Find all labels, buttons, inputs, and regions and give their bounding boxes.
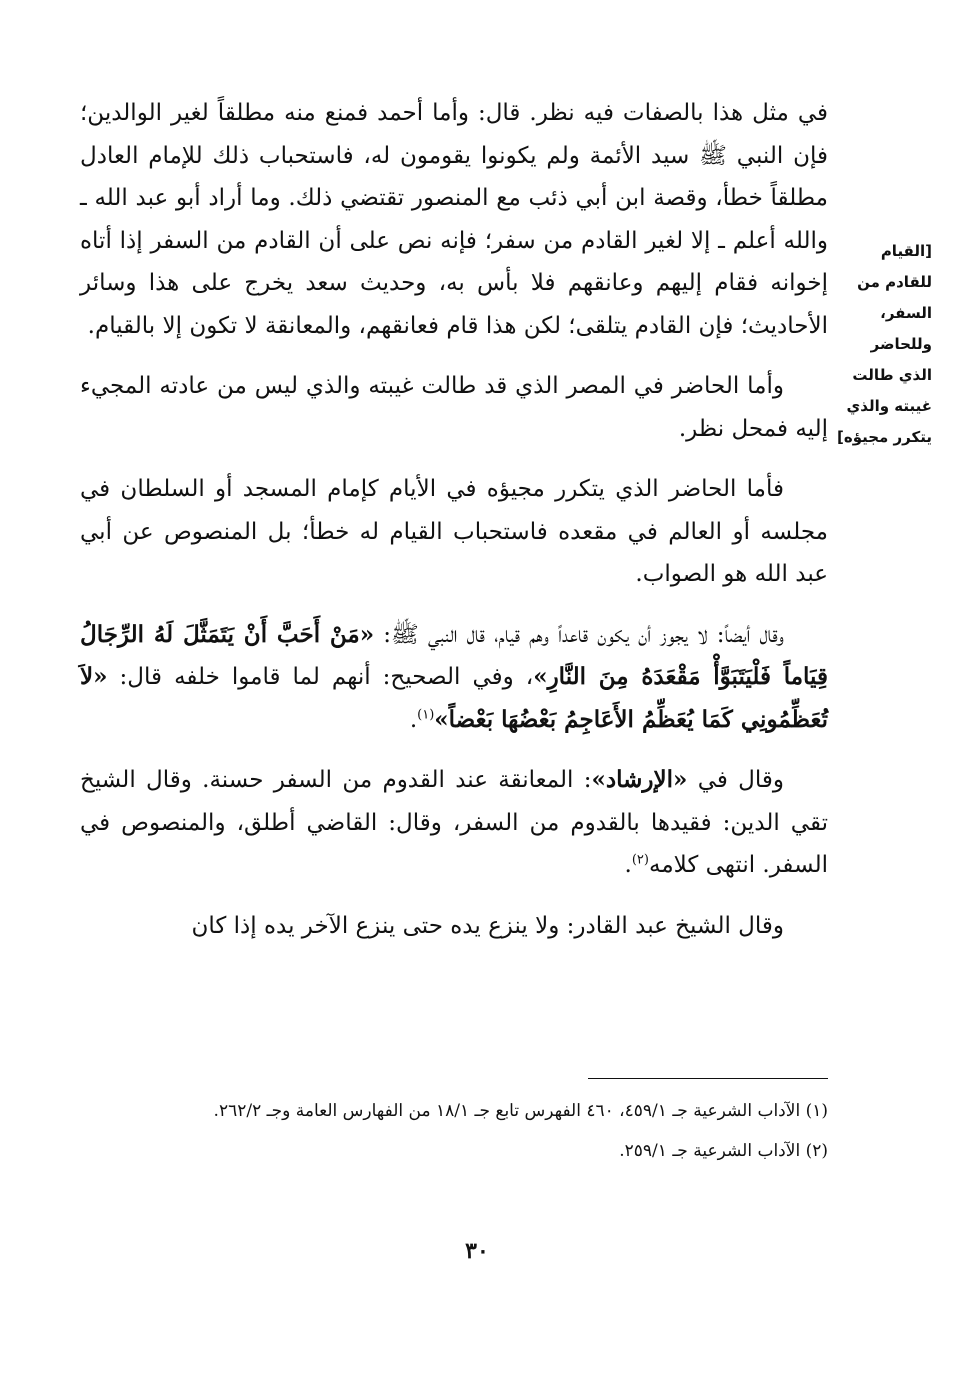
footnote-2: (٢) الآداب الشرعية جـ ٢٥٩/١. bbox=[619, 1141, 828, 1161]
paragraph-5 bbox=[80, 759, 828, 887]
main-text bbox=[80, 92, 828, 965]
paragraph-4-text-b: ، وفي الصحيح: أنهم لما قاموا خلفه قال: bbox=[107, 664, 534, 690]
paragraph-4-text-a: وقال أيضاً: لا يجوز أن يكون قاعداً وهم قيام، قال النبي ﷺ: bbox=[374, 621, 784, 648]
footnotes bbox=[80, 1096, 828, 1176]
paragraph-4-end: . bbox=[409, 706, 418, 733]
paragraph-5-end: . bbox=[624, 852, 632, 878]
paragraph-5-text-b: : المعانقة عند القدوم من السفر حسنة. وقال الشيخ تقي الدين: فقيدها بالقدوم من السفر، وقال: القاضي أطلق، والمنصوص في السفر. انتهى كلامه bbox=[80, 767, 828, 878]
book-title-irshad: «الإرشاد» bbox=[591, 766, 688, 793]
paragraph-1: في مثل هذا بالصفات فيه نظر. قال: وأما أحمد فمنع منه مطلقاً لغير الوالدين؛ فإن النبي ﷺ سيد الأئمة ولم يكونوا يقومون له، فاستحباب ذلك للإمام العادل مطلقاً خطأ، وقصة ابن أبي ذئب مع المنصور تقتضي ذلك. وما أراد أبو عبد الله ـ والله أعلم ـ إلا لغير القادم من سفر؛ فإنه نص على أن القادم من السفر إذا أتاه إخوانه فقام إليهم وعانقهم فلا بأس به، وحديث سعد يخرج على هذا وسائر الأحاديث؛ فإن القادم يتلقى؛ لكن هذا قام فعانقهم، والمعانقة لا تكون إلا بالقيام. bbox=[80, 100, 828, 339]
paragraph-6: وقال الشيخ عبد القادر: ولا ينزع يده حتى ينزع الآخر يده إذا كان bbox=[191, 912, 784, 939]
paragraph-3: فأما الحاضر الذي يتكرر مجيؤه في الأيام كإمام المسجد أو السلطان في مجلسه أو العالم في مقعده فاستحباب القيام له خطأ؛ بل المنصوص عن أبي عبد الله هو الصواب. bbox=[80, 476, 828, 587]
footnote-ref-1: (١) bbox=[417, 706, 435, 722]
page-number: ٣٠ bbox=[465, 1238, 489, 1264]
footnote-divider bbox=[588, 1078, 828, 1079]
paragraph-4 bbox=[80, 614, 828, 742]
hadith-quote-2: «لاَ تُعَظِّمُونِي كَمَا يُعَظِّمُ الأَعَاجِمُ بَعْضُهَا بَعْضاً» bbox=[80, 663, 828, 733]
hadith-quote-1: «مَنْ أَحَبَّ أَنْ يَتَمَثَّلَ لَهُ الرِّجَالُ قِيَاماً فَلْيَتَبَوَّأْ مَقْعَدَهُ مِنَ النَّارِ» bbox=[80, 620, 828, 690]
margin-heading: [القيام للقادم من السفر، وللحاضر الذي طالت غيبته والذي يتكرر مجيؤه] bbox=[836, 242, 932, 446]
paragraph-5-text-a: وقال في bbox=[687, 767, 784, 793]
footnote-ref-2: (٢) bbox=[631, 852, 649, 868]
footnote-1: (١) الآداب الشرعية جـ ٤٥٩/١، ٤٦٠ الفهرس تابع جـ ١٨/١ من الفهارس العامة وجـ ٢٦٢/٢. bbox=[213, 1101, 828, 1121]
paragraph-2: وأما الحاضر في المصر الذي قد طالت غيبته والذي ليس من عادته المجيء إليه فمحل نظر. bbox=[80, 373, 828, 442]
